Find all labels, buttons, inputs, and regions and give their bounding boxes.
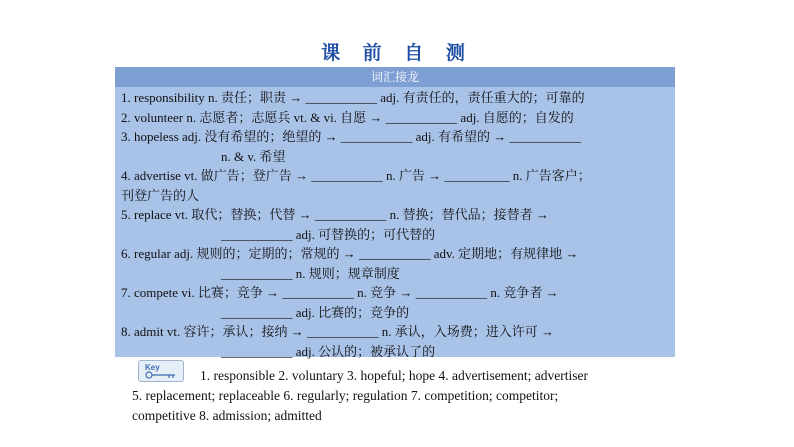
vocab-row-5: 5. replace vt. 取代；替换；代替 → ___________ n. 替换；替代品；接替者 → (121, 207, 549, 222)
vocab-row-3: 3. hopeless adj. 没有希望的；绝望的 → ___________ adj. 有希望的 → ___________ (121, 129, 582, 144)
vocab-row-6-cont: ___________ n. 规则；规章制度 (221, 265, 400, 281)
answer-line-2: 5. replacement; replaceable 6. regularly; regulation 7. competition; competitor; (132, 388, 559, 403)
answer-line-3: competitive 8. admission; admitted (132, 408, 322, 423)
vocab-row-8-cont: ___________ adj. 公认的；被承认了的 (221, 343, 436, 359)
vocab-row-2: 2. volunteer n. 志愿者；志愿兵 vt. & vi. 自愿 → ___________ adj. 自愿的；自发的 (121, 109, 574, 125)
vocab-row-6: 6. regular adj. 规则的；定期的；常规的 → ___________ adv. 定期地；有规律地 → (121, 246, 579, 261)
vocab-row-4-cont: 刊登广告的人 (121, 187, 200, 203)
vocab-row-5-cont: ___________ adj. 可替换的；可代替的 (221, 226, 436, 242)
svg-text:Key: Key (145, 363, 160, 372)
vocab-row-4: 4. advertise vt. 做广告；登广告 → ___________ n. 广告 → __________ n. 广告客户； (121, 168, 591, 183)
page-title: 课 前 自 测 (321, 42, 473, 64)
panel-header: 词汇接龙 (115, 67, 675, 87)
vocab-row-7-cont: ___________ adj. 比赛的；竞争的 (221, 304, 410, 320)
vocabulary-panel (115, 67, 675, 357)
answer-line-1: 1. responsible 2. voluntary 3. hopeful; hope 4. advertisement; advertiser (200, 368, 589, 383)
vocab-row-7: 7. compete vi. 比赛；竞争 → ___________ n. 竞争 → ___________ n. 竞争者 → (121, 285, 559, 300)
vocab-row-8: 8. admit vt. 容许；承认；接纳 → ___________ n. 承认，入场费；进入许可 → (121, 324, 554, 339)
vocab-row-1: 1. responsibility n. 责任；职责 → ___________ adj. 有责任的，责任重大的；可靠的 (121, 90, 585, 105)
vocab-row-3-cont: n. & v. 希望 (221, 148, 286, 164)
answer-key (118, 366, 678, 426)
vocabulary-list (115, 87, 675, 361)
